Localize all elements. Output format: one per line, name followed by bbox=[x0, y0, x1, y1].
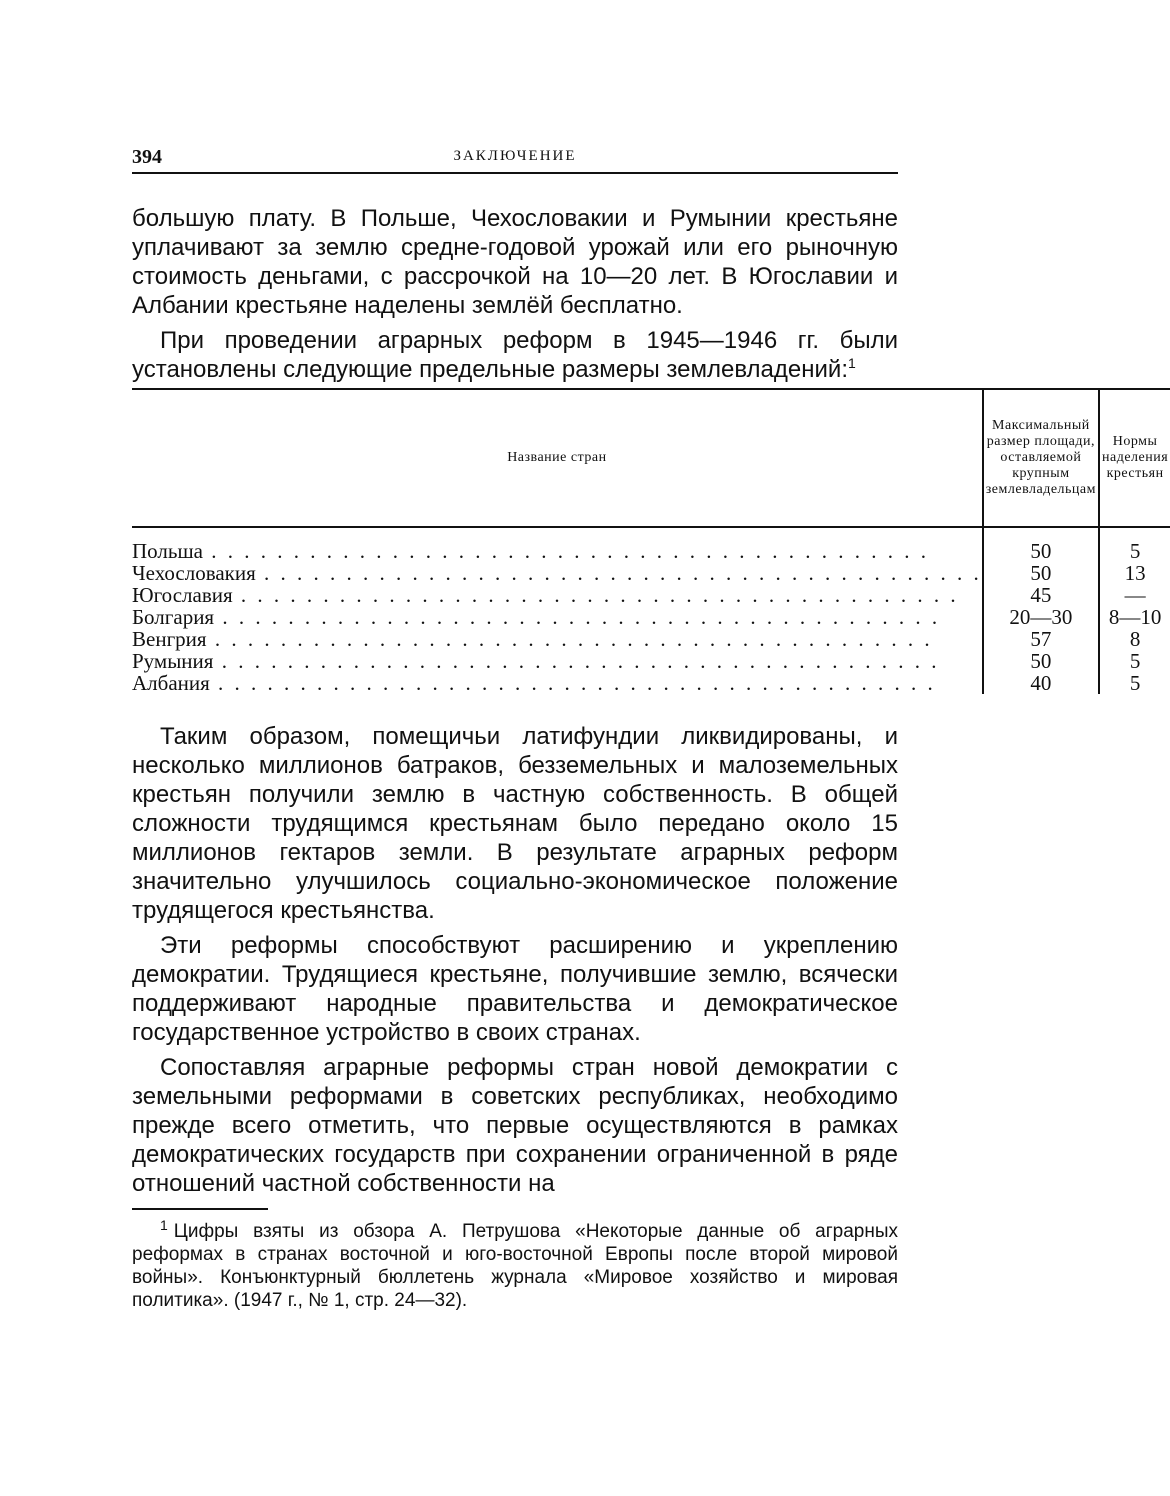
country-name: Польша . . . bbox=[132, 527, 983, 562]
footnote bbox=[132, 1216, 898, 1312]
paragraph-2 bbox=[132, 326, 898, 384]
table-row bbox=[132, 628, 1170, 650]
footnote-rule bbox=[132, 1208, 268, 1210]
max-area-value: 50 bbox=[983, 527, 1099, 562]
country-name: Албания . . . bbox=[132, 672, 983, 694]
running-title: ЗАКЛЮЧЕНИЕ bbox=[453, 148, 577, 164]
footnote-number: 1 bbox=[160, 1216, 168, 1233]
table-row bbox=[132, 562, 1170, 584]
paragraph-5: Сопоставляя аграрные реформы стран новой демократии с земельными реформами в советских республиках, необходимо прежде всего отметить, что первые осуществляются в рамках демократических государств при сохранении ограниченной в ряде отношений частной собственности на bbox=[132, 1054, 898, 1197]
table-header-row bbox=[132, 389, 1170, 527]
page-number: 394 bbox=[132, 146, 162, 168]
paragraph-4: Эти реформы способствуют расширению и укреплению демократии. Трудящиеся крестьяне, получившие землю, всячески поддерживают народные правительства и демократическое государственное устройство в своих странах. bbox=[132, 932, 898, 1046]
header-country: Название стран bbox=[132, 389, 983, 527]
norm-value: 13 bbox=[1099, 562, 1170, 584]
max-area-value: 50 bbox=[983, 650, 1099, 672]
header-max-area: Максимальный размер площади, оставляемой крупным землевладельцам bbox=[983, 389, 1099, 527]
max-area-value: 45 bbox=[983, 584, 1099, 606]
norm-value: 5 bbox=[1099, 650, 1170, 672]
norm-value: 8—10 bbox=[1099, 606, 1170, 628]
country-name: Болгария . . . bbox=[132, 606, 983, 628]
footnote-text: Цифры взяты из обзора А. Петрушова «Некоторые данные об аграрных реформах в странах восточной и юго-восточной Европы после второй мировой войны». Конъюнктурный бюллетень журнала «Мировое хозяйство и мировая политика». (1947 г., № 1, стр. 24—32). bbox=[132, 1221, 898, 1311]
header-norm: Нормы наделения крестьян bbox=[1099, 389, 1170, 527]
table-row bbox=[132, 584, 1170, 606]
max-area-value: 57 bbox=[983, 628, 1099, 650]
max-area-value: 50 bbox=[983, 562, 1099, 584]
paragraph-1: большую плату. В Польше, Чехословакии и Румынии крестьяне уплачивают за землю средне-годовой урожай или его рыночную стоимость деньгами, с рассрочкой на 10—20 лет. В Югославии и Албании крестьяне наделены землёй бесплатно. bbox=[132, 205, 898, 319]
country-name: Чехословакия . . . bbox=[132, 562, 983, 584]
page-header bbox=[132, 140, 898, 174]
max-area-value: 20—30 bbox=[983, 606, 1099, 628]
footnote-marker: 1 bbox=[847, 355, 856, 371]
norm-value: 5 bbox=[1099, 527, 1170, 562]
table-row bbox=[132, 672, 1170, 694]
table-row bbox=[132, 606, 1170, 628]
country-name: Югославия . . . bbox=[132, 584, 983, 606]
country-name: Венгрия . . . bbox=[132, 628, 983, 650]
max-area-value: 40 bbox=[983, 672, 1099, 694]
paragraph-3: Таким образом, помещичьи латифундии ликвидированы, и несколько миллионов батраков, безземельных и малоземельных крестьян получили землю в частную собственность. В общей сложности трудящимся крестьянам было передано около 15 миллионов гектаров земли. В результате аграрных реформ значительно улучшилось социально-экономическое положение трудящегося крестьянства. bbox=[132, 723, 898, 924]
country-name: Румыния . . . bbox=[132, 650, 983, 672]
norm-value: 8 bbox=[1099, 628, 1170, 650]
norm-value: 5 bbox=[1099, 672, 1170, 694]
norm-value: — bbox=[1099, 584, 1170, 606]
table-row bbox=[132, 527, 1170, 562]
table-row bbox=[132, 650, 1170, 672]
paragraph-2-text: При проведении аграрных реформ в 1945—1946 гг. были установлены следующие предельные размеры землевладений: bbox=[132, 327, 898, 383]
book-page bbox=[132, 140, 1169, 1312]
landholding-table bbox=[132, 388, 1170, 694]
